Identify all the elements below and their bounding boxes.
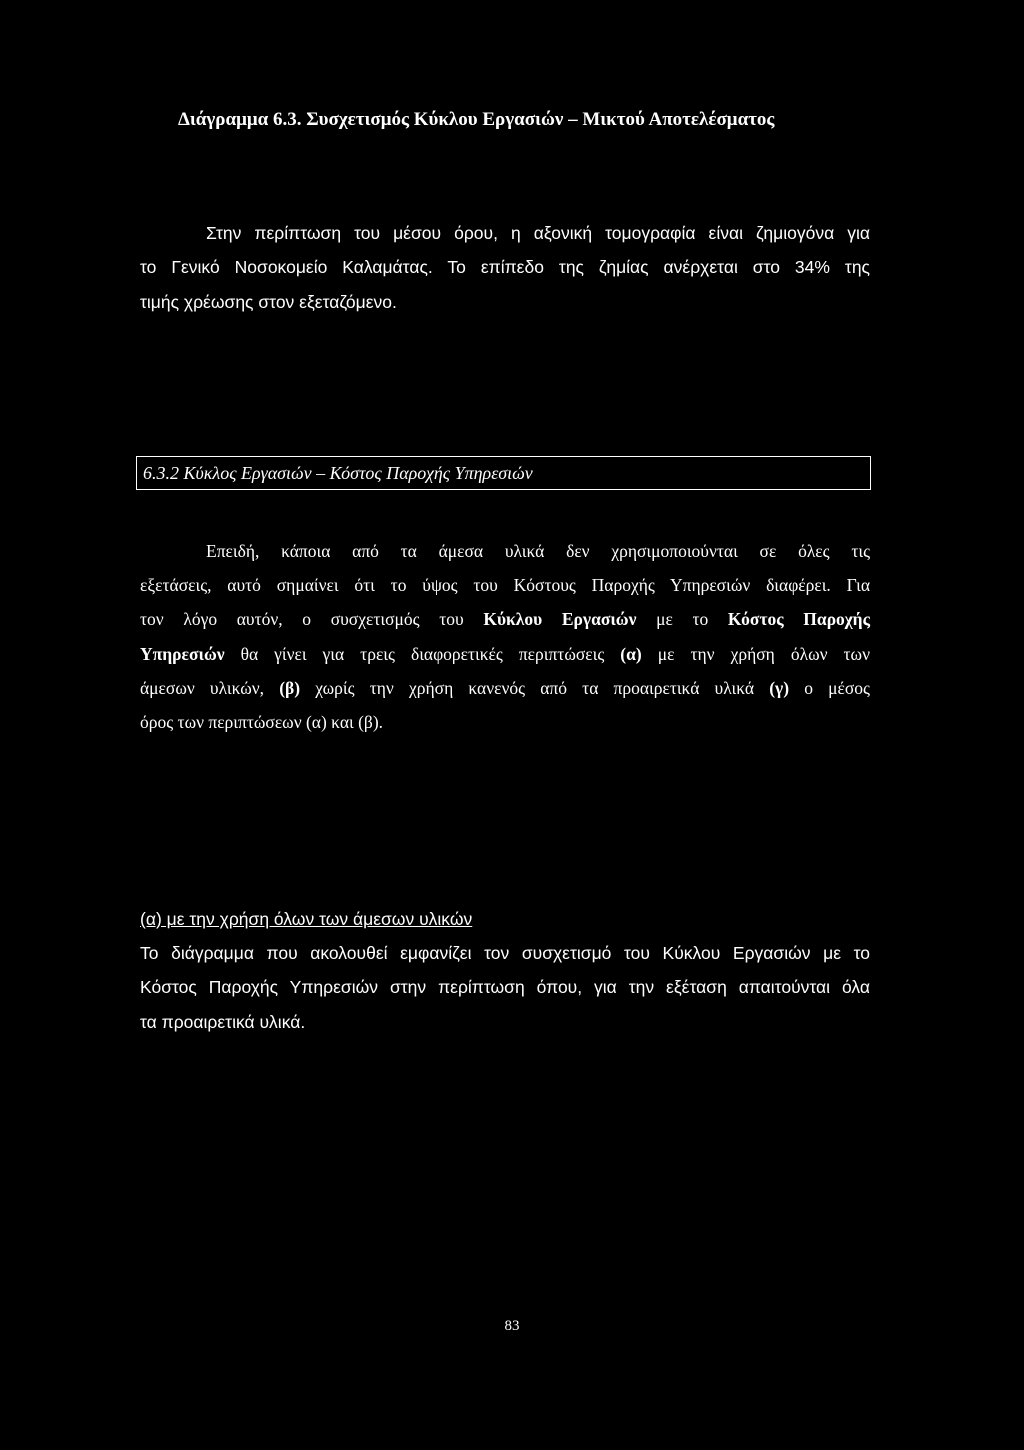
intro-line-3: τιμής χρέωσης στον εξεταζόμενο. <box>140 291 397 312</box>
intro-line-1: Στην περίπτωση του μέσου όρου, η αξονική τομογραφία είναι ζημιογόνα για <box>206 223 870 243</box>
bold-term-services: Υπηρεσιών <box>140 643 225 664</box>
bold-marker-c: (γ) <box>769 677 790 698</box>
case-a-paragraph <box>140 936 870 1039</box>
section-heading: 6.3.2 Κύκλος Εργασιών – Κόστος Παροχής Υπηρεσιών <box>143 463 533 483</box>
text-run: άμεσων υλικών, <box>140 677 280 698</box>
text-run: με το <box>636 609 728 630</box>
main-line-2: εξετάσεις, αυτό σημαίνει ότι το ύψος του Κόστους Παροχής Υπηρεσιών διαφέρει. Για <box>140 575 870 596</box>
page-number: 83 <box>504 1318 520 1334</box>
main-paragraph <box>140 534 870 739</box>
main-line-3 <box>140 602 870 636</box>
main-line-5 <box>140 671 870 705</box>
section-heading-box <box>136 456 871 490</box>
text-run: τον λόγο αυτόν, ο συσχετισμός του <box>140 609 484 630</box>
case-a-line-2: Κόστος Παροχής Υπηρεσιών στην περίπτωση όπου, για την εξέταση απαιτούνται όλα <box>140 977 870 998</box>
case-a-line-1: Το διάγραμμα που ακολουθεί εμφανίζει τον συσχετισμό του Κύκλου Εργασιών με το <box>140 943 870 963</box>
main-line-4 <box>140 637 870 671</box>
text-run: με την χρήση όλων των <box>641 643 870 664</box>
text-run: χωρίς την χρήση κανενός από τα προαιρετικά υλικά <box>300 677 770 698</box>
figure-caption: Διάγραμμα 6.3. Συσχετισμός Κύκλου Εργασιών – Μικτού Αποτελέσματος <box>178 109 775 130</box>
bold-term-turnover: Κύκλου Εργασιών <box>483 609 637 630</box>
main-line-6: όρος των περιπτώσεων (α) και (β). <box>140 712 384 733</box>
intro-line-2: το Γενικό Νοσοκομείο Καλαμάτας. Το επίπεδο της ζημίας ανέρχεται στο 34% της <box>140 257 870 278</box>
bold-marker-b: (β) <box>279 677 301 698</box>
intro-paragraph <box>140 216 870 319</box>
text-run: θα γίνει για τρεις διαφορετικές περιπτώσεις <box>224 643 621 664</box>
bold-term-service-cost: Κόστος Παροχής <box>727 609 870 630</box>
text-run: ο μέσος <box>789 677 870 698</box>
case-a-line-3: τα προαιρετικά υλικά. <box>140 1011 306 1032</box>
case-a-heading: (α) με την χρήση όλων των άμεσων υλικών <box>140 909 473 929</box>
bold-marker-a: (α) <box>620 643 642 664</box>
main-line-1: Επειδή, κάποια από τα άμεσα υλικά δεν χρησιμοποιούνται σε όλες τις <box>206 541 870 561</box>
